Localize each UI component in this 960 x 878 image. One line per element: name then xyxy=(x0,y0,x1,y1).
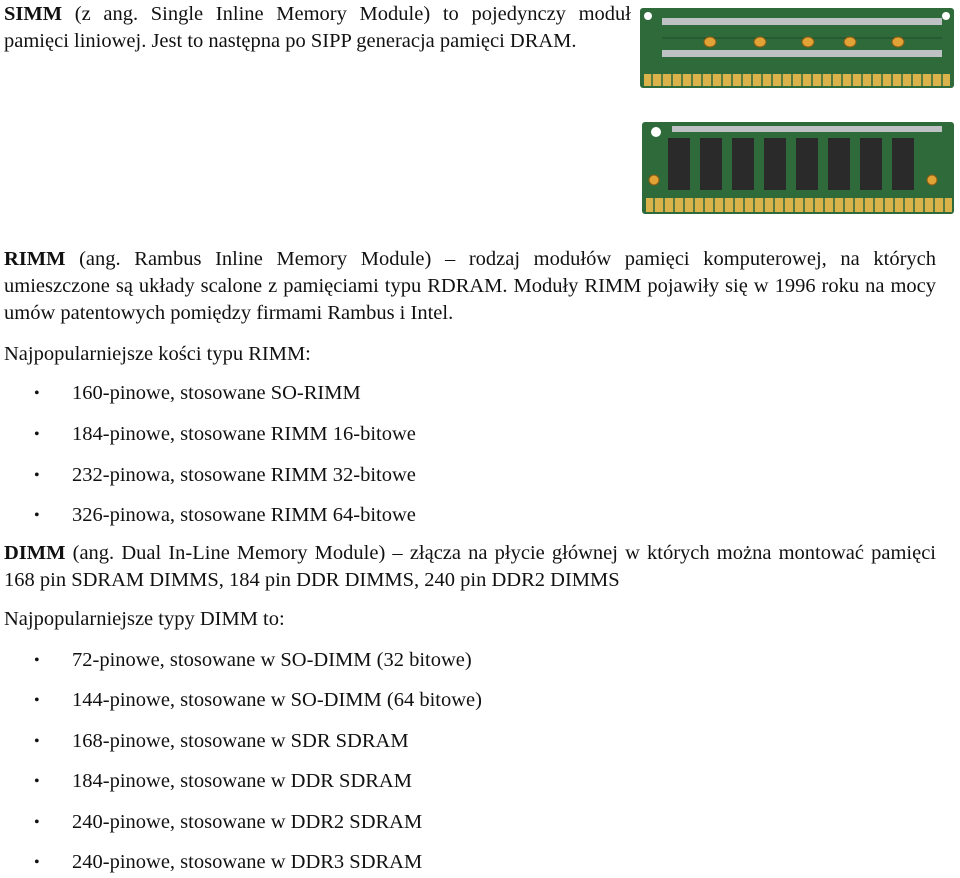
rimm-list-intro: Najpopularniejsze kości typu RIMM: xyxy=(4,343,311,365)
bullet: • xyxy=(34,426,40,443)
rimm-paragraph xyxy=(4,246,936,327)
gold-contacts xyxy=(646,198,952,212)
rimm-description: (ang. Rambus Inline Memory Module) – rodzaj modułów pamięci komputerowej, na których umieszczone są układy scalone z pamięciami typu RDRAM. Moduły RIMM pojawiły się w 1996 roku na mocy umów patentowych pomiędzy firmami Rambus i Intel. xyxy=(4,248,936,324)
simm-description: (z ang. Single Inline Memory Module) to pojedynczy moduł pamięci liniowej. Jest to następna po SIPP generacja pamięci DRAM. xyxy=(4,3,631,52)
dimm-term: DIMM xyxy=(4,542,66,564)
bullet: • xyxy=(34,467,40,484)
bullet: • xyxy=(34,385,40,402)
bullet: • xyxy=(34,773,40,790)
bullet: • xyxy=(34,507,40,524)
dimm-description: (ang. Dual In-Line Memory Module) – złącza na płycie głównej w których można montować pamięci 168 pin SDRAM DIMMS, 184 pin DDR DIMMS, 240 pin DDR2 DIMMS xyxy=(4,542,936,591)
bullet: • xyxy=(34,652,40,669)
bullet: • xyxy=(34,854,40,871)
simm-module-photo xyxy=(632,2,958,94)
dimm-paragraph xyxy=(4,540,936,594)
simm-paragraph xyxy=(4,1,631,55)
rimm-term: RIMM xyxy=(4,248,66,270)
bullet: • xyxy=(34,814,40,831)
bullet: • xyxy=(34,692,40,709)
bullet: • xyxy=(34,733,40,750)
dimm-list-intro: Najpopularniejsze typy DIMM to: xyxy=(4,608,285,630)
simm-module-chips-photo xyxy=(632,118,958,222)
gold-contacts xyxy=(644,74,950,86)
simm-term: SIMM xyxy=(4,3,63,25)
